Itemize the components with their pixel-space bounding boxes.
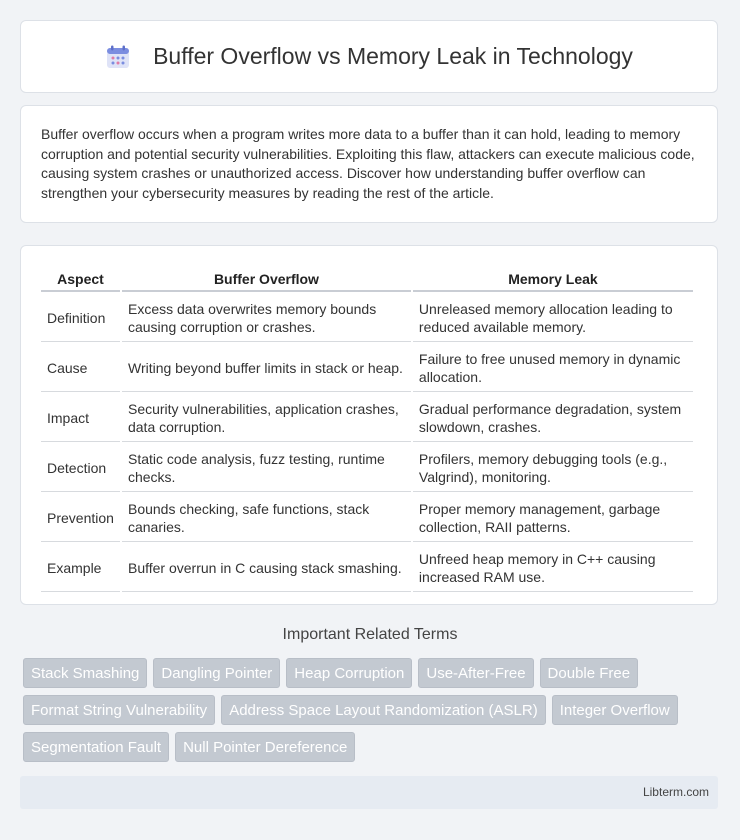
intro-text: Buffer overflow occurs when a program writes more data to a buffer than it can hold, leading to memory corruption and potential security vulnerabilities. Exploiting this flaw, attackers can execute malicious code, causing system crashes or unauthorized access. Discover how understanding buffer overflow can strengthen your cybersecurity measures by reading the rest of the article.: [41, 126, 695, 201]
table-row: [41, 494, 693, 542]
row-buffer-overflow: Writing beyond buffer limits in stack or heap.: [122, 344, 411, 392]
footer-site-link[interactable]: Libterm.com: [642, 785, 709, 799]
row-buffer-overflow: Security vulnerabilities, application crashes, data corruption.: [122, 394, 411, 442]
calendar-grid-icon: [105, 44, 131, 70]
term-tag[interactable]: Stack Smashing: [23, 658, 147, 688]
footer: [20, 776, 718, 809]
term-tag[interactable]: Segmentation Fault: [23, 732, 169, 762]
row-memory-leak: Unreleased memory allocation leading to reduced available memory.: [413, 294, 693, 342]
table-row: [41, 444, 693, 492]
table-row: [41, 394, 693, 442]
comparison-table-card: [20, 245, 718, 605]
row-aspect: Prevention: [41, 494, 120, 542]
term-tag[interactable]: Use-After-Free: [418, 658, 533, 688]
table-row: [41, 294, 693, 342]
row-memory-leak: Unfreed heap memory in C++ causing increased RAM use.: [413, 544, 693, 592]
row-memory-leak: Failure to free unused memory in dynamic allocation.: [413, 344, 693, 392]
title-card: [20, 20, 718, 93]
table-row: [41, 544, 693, 592]
row-aspect: Definition: [41, 294, 120, 342]
intro-card: [20, 105, 718, 223]
row-memory-leak: Proper memory management, garbage collection, RAII patterns.: [413, 494, 693, 542]
row-memory-leak: Profilers, memory debugging tools (e.g., Valgrind), monitoring.: [413, 444, 693, 492]
row-aspect: Example: [41, 544, 120, 592]
row-buffer-overflow: Static code analysis, fuzz testing, runtime checks.: [122, 444, 411, 492]
row-buffer-overflow: Buffer overrun in C causing stack smashing.: [122, 544, 411, 592]
related-terms-list: [23, 658, 723, 762]
row-memory-leak: Gradual performance degradation, system slowdown, crashes.: [413, 394, 693, 442]
table-row: [41, 344, 693, 392]
row-buffer-overflow: Excess data overwrites memory bounds causing corruption or crashes.: [122, 294, 411, 342]
term-tag[interactable]: Format String Vulnerability: [23, 695, 215, 725]
term-tag[interactable]: Address Space Layout Randomization (ASLR): [221, 695, 546, 725]
term-tag[interactable]: Heap Corruption: [286, 658, 412, 688]
header-buffer-overflow: Buffer Overflow: [122, 268, 411, 292]
table-header-row: [41, 268, 693, 292]
header-memory-leak: Memory Leak: [413, 268, 693, 292]
row-aspect: Cause: [41, 344, 120, 392]
comparison-table: [39, 266, 695, 594]
term-tag[interactable]: Dangling Pointer: [153, 658, 280, 688]
term-tag[interactable]: Integer Overflow: [552, 695, 678, 725]
row-buffer-overflow: Bounds checking, safe functions, stack canaries.: [122, 494, 411, 542]
header-aspect: Aspect: [41, 268, 120, 292]
page-title: Buffer Overflow vs Memory Leak in Technology: [153, 43, 633, 69]
related-terms-heading: Important Related Terms: [282, 626, 458, 643]
row-aspect: Detection: [41, 444, 120, 492]
row-aspect: Impact: [41, 394, 120, 442]
term-tag[interactable]: Null Pointer Dereference: [175, 732, 355, 762]
term-tag[interactable]: Double Free: [540, 658, 639, 688]
